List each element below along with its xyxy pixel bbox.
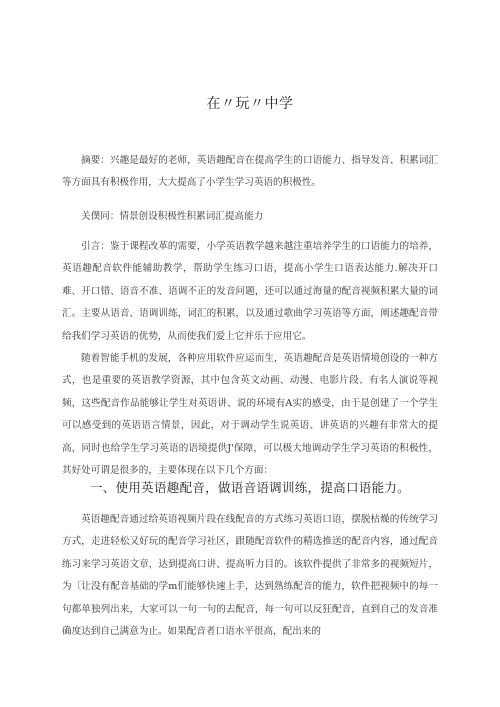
document-title: 在〃玩〃中学 bbox=[206, 96, 294, 112]
section-paragraph: 英语趣配音通过给英语视频片段在线配音的方式练习英语口语，摆脱枯燥的传统学习方式，走进轻松又好玩的配音学习社区，跟随配音软件的精选推送的配音内容，通过配音练习来学习英语文章，达到提高口讲、提高听力目的。该软件提供了非常多的视频短片，为〔让没有配音基础的学m们能够快速上手，达到熟练配音的能力，软件把视频中的每一句都单独列出来，大家可以一句一句的去配音，每一句可以反狂配音，直到自己的发音准确度达到自己满意为止。如果配音者口语水平很高，配出来的 bbox=[62, 514, 438, 638]
body-paragraph: 随着智能手机的发展，各种应用软件应运而生，英语趣配音是英语情境创设的一种方式，也是重要的英语教学资源，其中包含英文动画、动漫、电影片段、有名人演说等视频，这些配音作品能够让学生对英语讲、说的环境有A实的感受，由于是创建了一个学生可以感受到的英语语言情景，因此，对于调动学生说英语、讲英语的兴趣有非常大的提高，同时也给学生学习英语的语境提供J'保障，可以极大地调动学生学习英语的积极性，其好处可谓是很多的，主要体现在以下几个方面： bbox=[62, 353, 438, 477]
section-heading: 一、使用英语趣配音，做语音语调训练，提高口语能力。 bbox=[89, 480, 410, 495]
abstract-paragraph: 摘要：兴趣是最好的老师，英语趣配音在提高学生的口语能力、指导发音、积累词汇等方面具有积极作用，大大提高了小学生学习英语的积极性。 bbox=[62, 155, 438, 189]
keywords-line: 关僕同：情景创设积极性积累词汇提高能力 bbox=[81, 211, 264, 222]
intro-paragraph: 引言：鉴于课程改革的需要，小学英语教学越来越注重培养学生的口语能力的培养，英语趣配音软件能辅助教学，帮助学生练习口语，提高小学生口语表达能力.解决开口难、开口错、语音不准、语调不正的发音问题，还可以通过海量的配音视频积累大量的词汇。主要从语音、语调训练，词汇的积累，以及通过歌曲学习英语等方面，阐述趣配音带给我们学习英语的优势，从而使我们爱上它并乐于应用它。 bbox=[62, 241, 438, 342]
